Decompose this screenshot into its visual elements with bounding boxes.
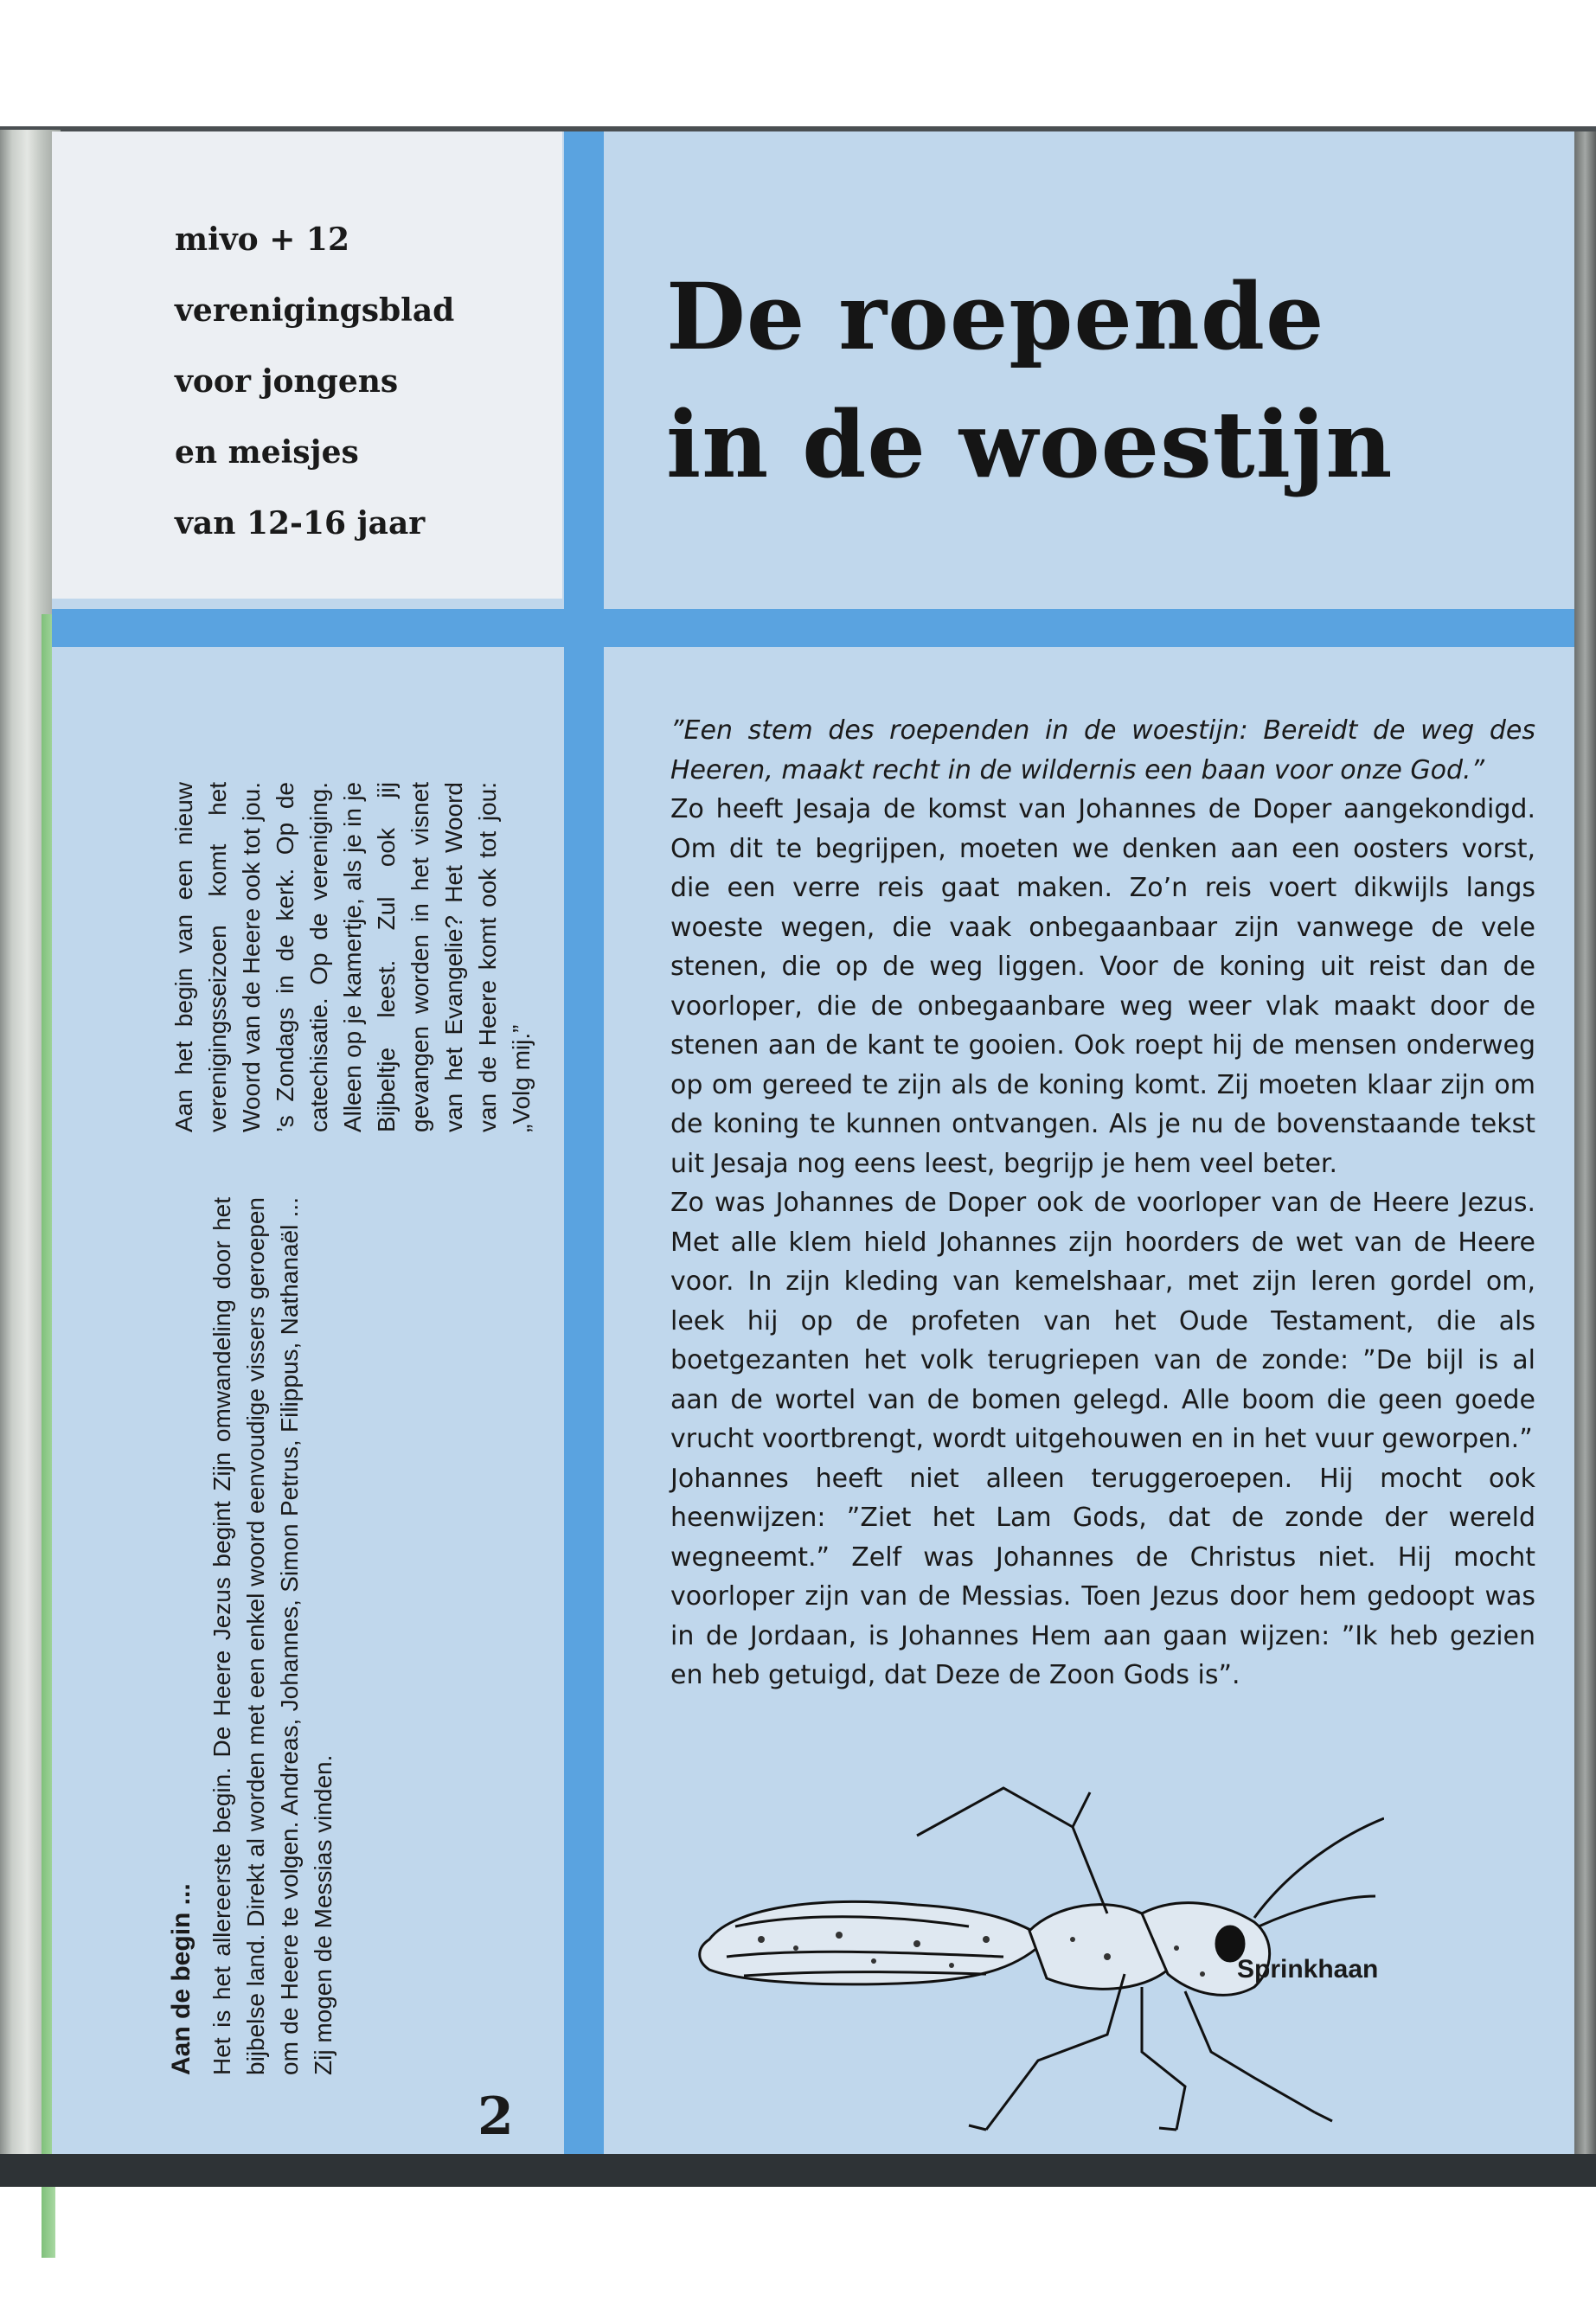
title-line: in de woestijn xyxy=(666,390,1394,498)
illustration-caption: Sprinkhaan xyxy=(1237,1955,1379,1984)
rotated-sidebar xyxy=(167,782,535,2075)
magazine-info-line: van 12-16 jaar xyxy=(175,505,426,542)
sidebar-column: Aan het begin van een nieuw verenigingsseizoen komt het Woord van de Heere ook tot jou. ’s Zondags in de kerk. Op de catechisatie. Op de vereniging. Alleen op je kamertje, als je in je Bijbeltje leest. Zul ook jij gevangen worden in het visnet van het Evangelie? Het Woord van de Heere komt ook tot jou: „Volg mij.” xyxy=(170,782,535,1132)
vertical-blue-bar xyxy=(564,131,604,2154)
magazine-info-line: en meisjes xyxy=(175,434,359,471)
article-body xyxy=(670,711,1535,1695)
article-quote: ”Een stem des roependen in de woestijn: Bereidt de weg des Heeren, maakt recht in de wildernis een baan voor onze God.” xyxy=(670,715,1535,785)
article-paragraph: Zo heeft Jesaja de komst van Johannes de Doper aangekondigd. Om dit te begrijpen, moeten we denken aan een oosters vorst, die een verre reis gaat maken. Zo’n reis voert dikwijls langs woeste wegen, die vaak onbegaanbaar zijn vanwege de vele stenen, die op de weg liggen. Voor de koning uit reist dan de voorloper, die de onbegaanbare weg weer vlak maakt door de stenen aan de kant te gooien. Ook roept hij de mensen onderweg op om gereed te zijn als de koning komt. Zij moeten klaar zijn om de koning te kunnen ontvangen. Als je nu de bovenstaande tekst uit Jesaja nog eens leest, begrijp je hem veel beter. xyxy=(670,794,1535,1179)
scan-bottom-edge xyxy=(0,2154,1596,2187)
horizontal-blue-bar xyxy=(52,609,1574,647)
magazine-page xyxy=(52,131,1574,2154)
magazine-info xyxy=(175,204,454,559)
sidebar-column: Het is het allereerste begin. De Heere Jezus begint Zijn omwandeling door het bijbelse land. Direkt al worden met een enkel woord eenvoudige vissers geroepen om de Heere te volgen. Andreas, Johannes, Simon Petrus, Filippus, Nathanaël ... Zij mogen de Messias vinden. xyxy=(208,1197,337,2075)
article-paragraph: Zo was Johannes de Doper ook de voorloper van de Heere Jezus. Met alle klem hield Johannes zijn hoorders de wet van de Heere voor. In zijn kleding van kemelshaar, met zijn leren gordel om, leek hij op de profeten van het Oude Testament, die als boetgezanten het volk terugriepen van de zonde: ”De bijl is al aan de wortel van de bomen gelegd. Alle boom die geen goede vrucht voortbrengt, wordt uitgehouwen en in het vuur geworpen.” xyxy=(670,1188,1535,1454)
sidebar-heading: Aan de begin ... xyxy=(167,1883,195,2075)
magazine-info-line: verenigingsblad xyxy=(175,292,455,329)
page-number: 2 xyxy=(478,2086,514,2147)
title-line: De roepende xyxy=(666,262,1325,370)
magazine-info-line: voor jongens xyxy=(175,363,399,400)
article-title xyxy=(666,253,1566,509)
magazine-info-line: mivo + 12 xyxy=(175,221,350,258)
page-edge xyxy=(1574,131,1596,2154)
article-paragraph: Johannes heeft niet alleen teruggeroepen. Hij mocht ook heenwijzen: ”Ziet het Lam Gods, dat de zonde der wereld wegneemt.” Zelf was Johannes de Christus niet. Hij mocht voorloper zijn van de Messias. Toen Jezus door hem gedoopt was in de Jordaan, is Johannes Hem aan gaan wijzen: ”Ik heb gezien en heb getuigd, dat Deze de Zoon Gods is”. xyxy=(670,1463,1535,1690)
